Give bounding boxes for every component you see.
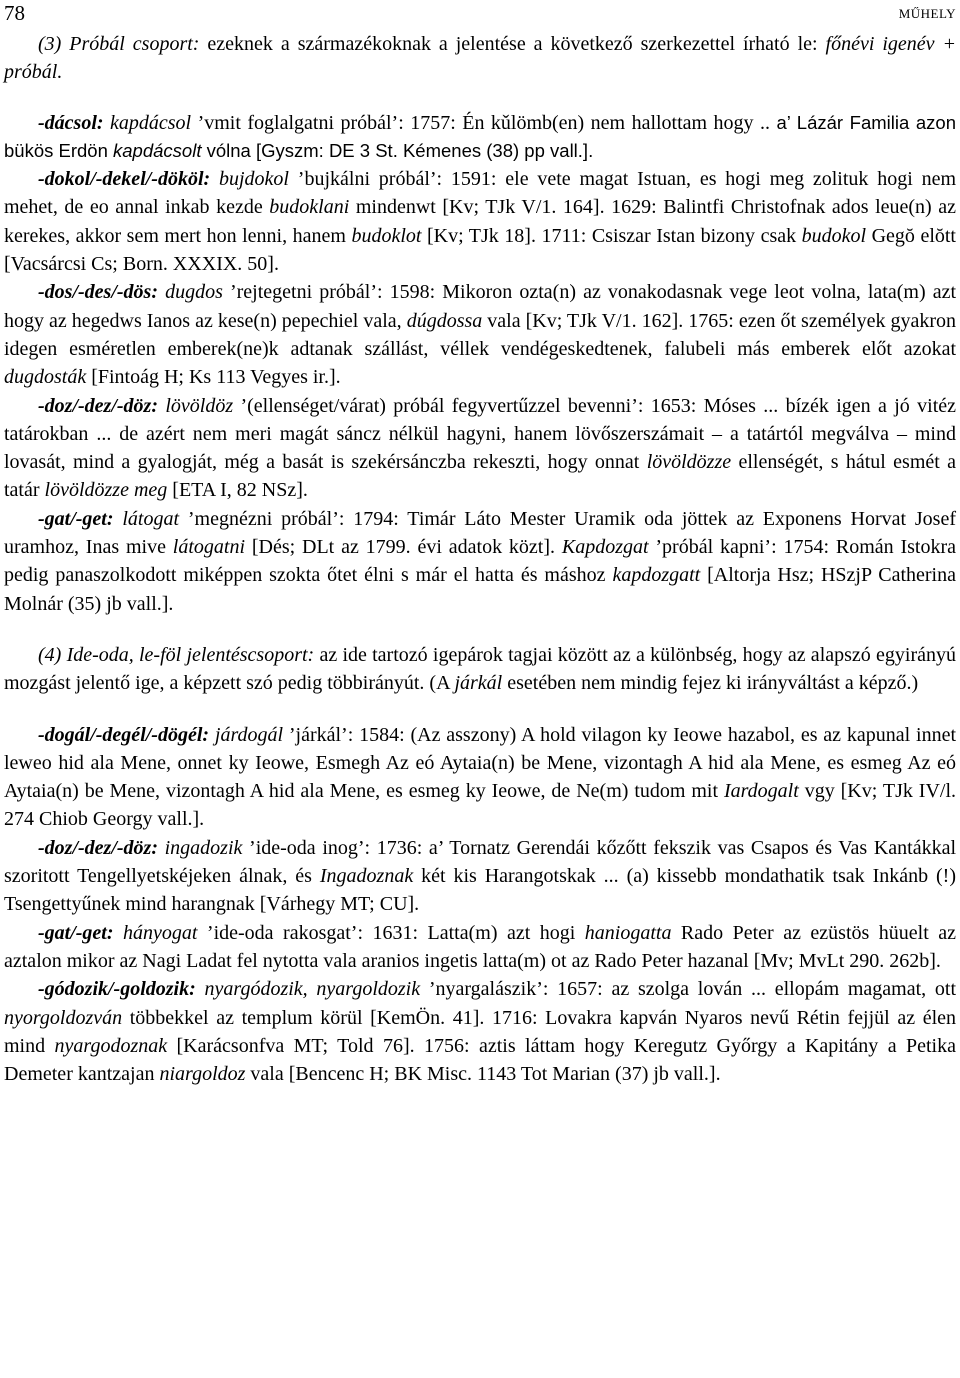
paragraph-godozik	[4, 975, 956, 1088]
text-run: ’ide-oda rakosgat’: 1631: Latta(m) azt hogi	[197, 921, 585, 944]
text-run: ’rejtegetni próbál’: 1598: Mikoron ozta(n) az vonakodasnak vege leot volna, lata(m) azt hogy az hegedws Ianos az kese(n) pepechiel vala,	[4, 281, 957, 332]
text-run: vgy [Kv; TJk IV/l. 274 Chiob Georgy vall.].	[4, 780, 957, 831]
paragraph-doz2	[4, 834, 956, 919]
italic-term: budoklani	[269, 196, 350, 219]
text-run: ’(ellenséget/várat) próbál fegyvertűzzel bevenni’: 1653: Móses ... bízék igen a jó vitéz tatárokban ... de azért nem meri magát sáncz nélkül hagyni, hanem lövőszerszámait – a tatártól megválva – mind lovasát, mind a gyalogját, még a basát is szekérsánczba rekeszti, hogy onnat	[4, 394, 957, 474]
italic-term: dugdosták	[4, 366, 87, 389]
text-run: ’megnézni próbál’: 1794: Timár Láto Mester Uramik oda jöttek az Exponens Horvat Josef uramhoz, Inas mive	[4, 507, 956, 559]
italic-term: Kapdozgat	[561, 536, 649, 559]
text-run: ’nyargalászik’: 1657: az szolga lován ... ellopám magamat, ott	[420, 978, 957, 1001]
text-run: az ide tartozó igepárok tagjai között az a különbség, hogy az alapszó egyirányú mozgást jelentő ige, a képzett szó pedig többirányút. (A	[4, 643, 956, 695]
text-run: ’próbál kapni’: 1754: Román Istokra pedig panaszolkodott miképpen szokta őtet élni s már el hatta és máshoz	[4, 536, 956, 587]
text-run: ezeknek a származékoknak a jelentése a következő szerkezettel írható le:	[199, 33, 826, 55]
italic-term: kapdácsol	[110, 111, 192, 134]
text-run: vala [Kv; TJk V/1. 162]. 1765: ezen őt személyek gyakron idegen esméretlen emberek(ne)k adtanak szállást, véllek vendégeskedtenek, falubeli más emberek előt azokat	[4, 309, 956, 360]
italic-term: niargoldoz	[159, 1063, 246, 1086]
italic-term: budoklot	[351, 224, 422, 247]
headword: -dokol/-dekel/-dököl:	[38, 168, 211, 191]
headword: -gat/-get:	[38, 507, 114, 530]
text-run: kapdácsolt	[113, 139, 202, 161]
text-run: Gegŏ elŏtt [Vacsárcsi Cs; Born. XXXIX. 50].	[4, 224, 956, 276]
text-run	[114, 922, 123, 944]
headword: -doz/-dez/-döz:	[38, 394, 158, 417]
headword: -gat/-get:	[38, 921, 114, 944]
paragraph-p4	[4, 641, 956, 698]
paragraph-dogal	[4, 721, 956, 834]
running-head: MŰHELY	[898, 6, 956, 21]
italic-term: Iardogalt	[723, 780, 799, 803]
paragraph-dacsol	[4, 109, 956, 166]
italic-term: lövöldözze	[646, 451, 732, 474]
italic-term: nyargódozik, nyargoldozik	[204, 978, 421, 1001]
paragraph-dokol	[4, 165, 956, 278]
text-run: [Karácsonfva MT; Told 76]. 1756: aztis láttam hogy Keregutz Győrgy a Kapitány a Petika Demeter kantzajan	[4, 1034, 956, 1086]
italic-term: ingadozik	[164, 836, 243, 859]
headword: -dácsol:	[38, 111, 104, 134]
italic-term: dúgdossa	[406, 309, 483, 332]
italic-term: bujdokol	[219, 168, 289, 191]
text-run: ’ide-oda inog’: 1736: a’ Tornatz Gerendái kőzőtt fekszik vas Csapos és Vas Kantákkal szoritott Tengellyetskéjeken álnak, és	[4, 836, 957, 888]
italic-term: járdogál	[214, 723, 284, 746]
italic-term: (3) Próbál csoport:	[38, 33, 200, 55]
text-run	[196, 978, 205, 1000]
text-run: ’bujkálni próbál’: 1591: ele vete magat Istuan, es hogi meg zolituk hogi nem mehet, de eo annal inkab kezde	[4, 168, 957, 219]
headword: -dos/-des/-dös:	[38, 281, 158, 304]
headword: -gódozik/-goldozik:	[38, 978, 196, 1001]
text-run: többekkel az templum körül [KemÖn. 41]. 1716: Lovakra kapván Nyaros nevű Rétin fejjül az élen mind	[4, 1006, 956, 1057]
paragraph-dos	[4, 278, 956, 391]
text-run: [Dés; DLt az 1799. évi adatok közt].	[245, 536, 562, 559]
headword: -dogál/-degél/-dögél:	[38, 723, 210, 746]
italic-term: haniogatta	[584, 921, 672, 944]
italic-term: nyorgoldozván	[4, 1006, 123, 1029]
text-run: ellenségét, s hátul esmét a tatár	[4, 451, 957, 502]
text-run	[210, 168, 219, 190]
text-run: ’járkál’: 1584: (Az asszony) A hold vilagon ky Ieowe hazabol, es az kapunal innet leweo hid ala Mene, onnet ky Ieowe, Esmegh Az eó Aytaia(n) be Mene, vizontagh A hid ala Mene, es esmeg Az eó Aytaia(n) be Mene, vizontagh A hid ala Mene, es esmeg ky Ieowe, de Ne(m) tudom mit	[4, 723, 957, 803]
italic-term: látogatni	[172, 536, 246, 559]
italic-term: budokol	[801, 224, 867, 247]
text-run: Rado Peter az ezüstös hüuelt az aztalon mikor az Nagi Ladat fel nytotta vala aranios ingetis latta(m) ot az Rado Peter hazanal [Mv; MvLt 290. 262b].	[4, 921, 956, 972]
paragraph-gat1	[4, 505, 956, 618]
text-run: [Altorja Hsz; HSzjP Catherina Molnár (35) jb vall.].	[4, 564, 956, 615]
body-text	[4, 30, 956, 1088]
page-header	[4, 0, 956, 30]
page-number: 78	[4, 1, 25, 25]
italic-term: dugdos	[165, 281, 223, 304]
italic-term: (4) Ide-oda, le-föl jelentéscsoport:	[38, 643, 315, 666]
headword: -doz/-dez/-döz:	[38, 836, 158, 859]
text-run: vala [Bencenc H; BK Misc. 1143 Tot Marian (37) jb vall.].	[245, 1063, 721, 1086]
paragraph-doz1	[4, 392, 956, 505]
text-run: két kis Harangotskak ... (a) kissebb mondathatik tsak Inkánb (!) Tsengettyűnek mind harangnak [Várhegy MT; CU].	[4, 865, 957, 916]
text-run: esetében nem mindig fejez ki irányváltást a képző.)	[502, 672, 919, 695]
text-run: mindenwt [Kv; TJk V/1. 164]. 1629: Balintfi Christofnak ados leue(n) az kerekes, akkor sem mert hon lenni, hanem	[4, 196, 957, 247]
paragraph-p3	[4, 30, 956, 87]
italic-term: Ingadoznak	[319, 865, 414, 888]
text-run: a’ Lázár Familia azon bükös Erdön	[4, 111, 957, 161]
text-run: ’vmit foglalgatni próbál’: 1757: Én kǔlömb(en) nem hallottam hogy ..	[191, 111, 777, 134]
text-run: vólna [Gyszm: DE 3 St. Kémenes (38) pp vall.].	[201, 139, 594, 161]
text-run: [ETA I, 82 NSz].	[167, 479, 308, 502]
italic-term: lövöldöz	[165, 394, 234, 417]
italic-term: járkál	[454, 672, 503, 695]
text-run	[158, 837, 165, 859]
paragraph-gat2	[4, 919, 956, 976]
italic-term: kapdozgatt	[612, 564, 701, 587]
text-run	[158, 281, 165, 303]
italic-term: hányogat	[123, 921, 198, 944]
text-run: [Fintoág H; Ks 113 Vegyes ir.].	[86, 366, 341, 389]
italic-term: főnévi igenév + próbál.	[4, 33, 956, 84]
italic-term: lövöldözze meg	[44, 479, 168, 502]
text-run: [Kv; TJk 18]. 1711: Csiszar Istan bizony csak	[421, 224, 802, 247]
italic-term: nyargodoznak	[54, 1034, 168, 1057]
italic-term: látogat	[122, 507, 180, 530]
